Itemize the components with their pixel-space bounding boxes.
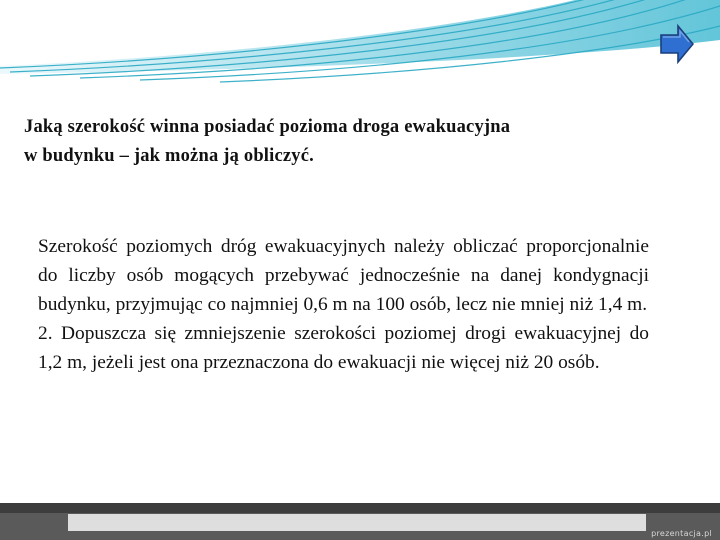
footer-top-strip: [0, 503, 720, 513]
slide-title: [24, 113, 664, 171]
footer-watermark: prezentacja.pl: [651, 529, 712, 538]
decorative-header-swoosh: [0, 0, 720, 84]
body-paragraph-1: Szerokość poziomych dróg ewakuacyjnych należy obliczać proporcjonalnie do liczby osób mogących przebywać jednocześnie na danej kondygnacji budynku, przyjmując co najmniej 0,6 m na 100 osób, lecz nie mniej niż 1,4 m.: [38, 236, 649, 315]
slide-title-line1: Jaką szerokość winna posiadać pozioma droga ewakuacyjna: [24, 117, 511, 137]
footer-light-strip: [68, 514, 646, 531]
arrow-right-icon: [660, 22, 694, 66]
footer-bar: [0, 503, 720, 540]
header-stripes-graphic: [0, 0, 720, 84]
next-slide-button[interactable]: [660, 22, 694, 66]
slide-title-line2: w budynku – jak można ją obliczyć.: [24, 146, 314, 166]
slide-body: [38, 232, 649, 377]
body-paragraph-2: 2. Dopuszcza się zmniejszenie szerokości poziomej drogi ewakuacyjnej do 1,2 m, jeżeli jest ona przeznaczona do ewakuacji nie więcej niż 20 osób.: [38, 323, 649, 373]
